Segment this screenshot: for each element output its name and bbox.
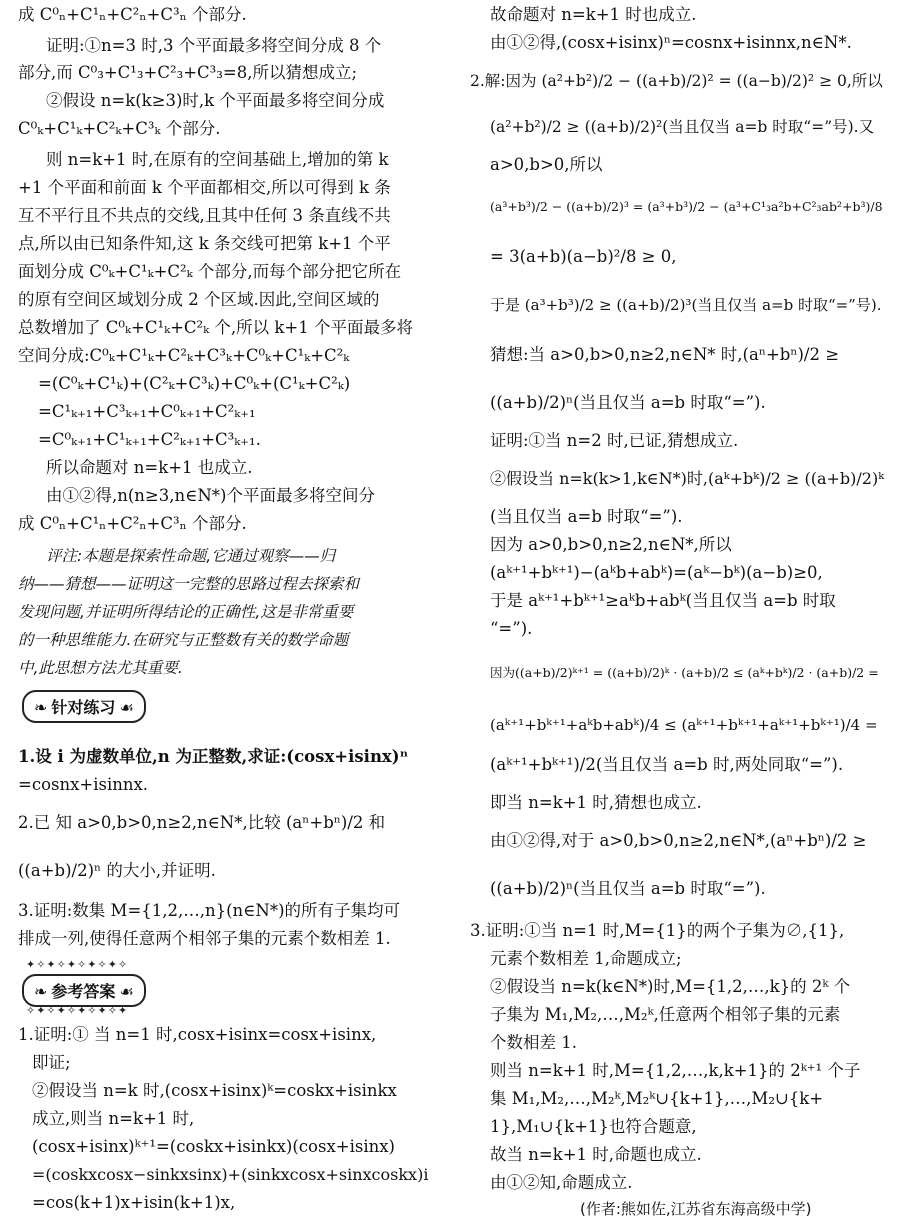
- answer-line: 个数相差 1.: [490, 1033, 577, 1052]
- answer-line: ②假设当 n=k(k>1,k∈N*)时,(aᵏ+bᵏ)/2 ≥ ((a+b)/2)ᵏ: [490, 469, 885, 488]
- section-banner-answers: ❧ 参考答案 ☙: [22, 974, 146, 1007]
- problem-2: 2.已 知 a>0,b>0,n≥2,n∈N*,比较 (aⁿ+bⁿ)/2 和: [18, 813, 386, 832]
- problem-1-cont: =cosnx+isinnx.: [18, 775, 149, 794]
- equation-line: 因为((a+b)/2)ᵏ⁺¹ = ((a+b)/2)ᵏ · (a+b)/2 ≤ (aᵏ+bᵏ)/2 · (a+b)/2 =: [490, 665, 879, 680]
- answer-2: 2.解:因为 (a²+b²)/2 − ((a+b)/2)² = ((a−b)/2)² ≥ 0,所以: [470, 72, 883, 90]
- proof-heading-line: 证明:①n=3 时,3 个平面最多将空间分成 8 个: [46, 36, 382, 55]
- text-line: C⁰ₖ+C¹ₖ+C²ₖ+C³ₖ 个部分.: [18, 119, 221, 138]
- answer-line: =(coskxcosx−sinkxsinx)+(sinkxcosx+sinxcoskx)i: [32, 1165, 429, 1184]
- answer-line: (cosx+isinx)ᵏ⁺¹=(coskx+isinkx)(cosx+isinx): [32, 1137, 395, 1156]
- answer-line: 成立,则当 n=k+1 时,: [32, 1109, 195, 1128]
- answer-line: a>0,b>0,所以: [490, 155, 603, 174]
- answer-line: 元素个数相差 1,命题成立;: [490, 949, 682, 968]
- answer-line: (a²+b²)/2 ≥ ((a+b)/2)²(当且仅当 a=b 时取“=”号).又: [490, 118, 875, 136]
- text-line: 空间分成:C⁰ₖ+C¹ₖ+C²ₖ+C³ₖ+C⁰ₖ+C¹ₖ+C²ₖ: [18, 346, 350, 365]
- comment-line: 纳——猜想——证明这一完整的思路过程去探索和: [18, 575, 360, 593]
- answer-line: ②假设当 n=k 时,(cosx+isinx)ᵏ=coskx+isinkx: [32, 1081, 397, 1100]
- text-line: ②假设 n=k(k≥3)时,k 个平面最多将空间分成: [46, 91, 385, 110]
- text-line: 成 C⁰ₙ+C¹ₙ+C²ₙ+C³ₙ 个部分.: [18, 514, 247, 533]
- comment-line: 发现问题,并证明所得结论的正确性,这是非常重要: [18, 603, 354, 621]
- equation-line: (aᵏ⁺¹+bᵏ⁺¹+aᵏb+abᵏ)/4 ≤ (aᵏ⁺¹+bᵏ⁺¹+aᵏ⁺¹+bᵏ⁺¹)/4 =: [490, 716, 878, 734]
- text-line: 由①②得,n(n≥3,n∈N*)个平面最多将空间分: [46, 486, 375, 505]
- answer-line: 由①②得,对于 a>0,b>0,n≥2,n∈N*,(aⁿ+bⁿ)/2 ≥: [490, 831, 867, 850]
- answer-line: 于是 aᵏ⁺¹+bᵏ⁺¹≥aᵏb+abᵏ(当且仅当 a=b 时取: [490, 591, 836, 610]
- equation-line: = 3(a+b)(a−b)²/8 ≥ 0,: [490, 247, 677, 266]
- conjecture-line: 猜想:当 a>0,b>0,n≥2,n∈N* 时,(aⁿ+bⁿ)/2 ≥: [490, 345, 840, 364]
- equation-line: =C⁰ₖ₊₁+C¹ₖ₊₁+C²ₖ₊₁+C³ₖ₊₁.: [38, 430, 261, 449]
- answer-line: 则当 n=k+1 时,M={1,2,…,k,k+1}的 2ᵏ⁺¹ 个子: [490, 1061, 861, 1080]
- decorative-stars-icon: ✧✦✧✦✧✦✧✦✧✦: [26, 1004, 129, 1017]
- answer-line: 即当 n=k+1 时,猜想也成立.: [490, 793, 702, 812]
- answer-line: (当且仅当 a=b 时取“=”).: [490, 507, 683, 526]
- answer-line: 证明:①当 n=2 时,已证,猜想成立.: [490, 431, 739, 450]
- answer-line: 由①②知,命题成立.: [490, 1173, 633, 1192]
- answer-line: 集 M₁,M₂,…,M₂ᵏ,M₂ᵏ∪{k+1},…,M₂∪{k+: [490, 1089, 824, 1108]
- text-line: 的原有空间区域划分成 2 个区域.因此,空间区域的: [18, 290, 380, 309]
- decorative-stars-icon: ✦✧✦✧✦✧✦✧✦✧: [26, 958, 129, 971]
- text-line: 点,所以由已知条件知,这 k 条交线可把第 k+1 个平: [18, 234, 391, 253]
- section-banner-practice: ❧ 针对练习 ☙: [22, 690, 146, 723]
- comment-line: 评注:本题是探索性命题,它通过观察——归: [46, 547, 336, 565]
- text-line: 部分,而 C⁰₃+C¹₃+C²₃+C³₃=8,所以猜想成立;: [18, 63, 358, 82]
- equation-line: (aᵏ⁺¹+bᵏ⁺¹)/2(当且仅当 a=b 时,两处同取“=”).: [490, 755, 844, 774]
- answer-line: “=”).: [490, 619, 533, 638]
- text-line: +1 个平面和前面 k 个平面都相交,所以可得到 k 条: [18, 178, 391, 197]
- text-line: 则 n=k+1 时,在原有的空间基础上,增加的第 k: [46, 150, 389, 169]
- text-line: 成 C⁰ₙ+C¹ₙ+C²ₙ+C³ₙ 个部分.: [18, 5, 247, 24]
- text-line: 所以命题对 n=k+1 也成立.: [46, 458, 253, 477]
- author-credit: (作者:熊如佐,江苏省东海高级中学): [580, 1200, 812, 1218]
- equation-line: (aᵏ⁺¹+bᵏ⁺¹)−(aᵏb+abᵏ)=(aᵏ−bᵏ)(a−b)≥0,: [490, 563, 823, 582]
- problem-3: 3.证明:数集 M={1,2,…,n}(n∈N*)的所有子集均可: [18, 901, 401, 920]
- answer-line: 于是 (a³+b³)/2 ≥ ((a+b)/2)³(当且仅当 a=b 时取“=”号).: [490, 296, 882, 314]
- answer-line: 1},M₁∪{k+1}也符合题意,: [490, 1117, 697, 1136]
- answer-line: ((a+b)/2)ⁿ(当且仅当 a=b 时取“=”).: [490, 879, 766, 898]
- answer-line: ((a+b)/2)ⁿ(当且仅当 a=b 时取“=”).: [490, 393, 766, 412]
- answer-line: =cos(k+1)x+isin(k+1)x,: [32, 1193, 236, 1212]
- text-line: 故命题对 n=k+1 时也成立.: [490, 5, 697, 24]
- equation-line: =(C⁰ₖ+C¹ₖ)+(C²ₖ+C³ₖ)+C⁰ₖ+(C¹ₖ+C²ₖ): [38, 374, 351, 393]
- answer-line: 因为 a>0,b>0,n≥2,n∈N*,所以: [490, 535, 732, 554]
- answer-3: 3.证明:①当 n=1 时,M={1}的两个子集为∅,{1},: [470, 921, 845, 940]
- problem-1: 1.设 i 为虚数单位,n 为正整数,求证:(cosx+isinx)ⁿ: [18, 747, 409, 766]
- text-line: 由①②得,(cosx+isinx)ⁿ=cosnx+isinnx,n∈N*.: [490, 33, 852, 52]
- text-line: 互不平行且不共点的交线,且其中任何 3 条直线不共: [18, 206, 391, 225]
- answer-line: 故当 n=k+1 时,命题也成立.: [490, 1145, 702, 1164]
- problem-3-cont: 排成一列,使得任意两个相邻子集的元素个数相差 1.: [18, 929, 391, 948]
- answer-line: 子集为 M₁,M₂,…,M₂ᵏ,任意两个相邻子集的元素: [490, 1005, 841, 1024]
- comment-line: 的一种思维能力.在研究与正整数有关的数学命题: [18, 631, 349, 649]
- text-line: 总数增加了 C⁰ₖ+C¹ₖ+C²ₖ 个,所以 k+1 个平面最多将: [18, 318, 413, 337]
- answer-line: 即证;: [32, 1053, 71, 1072]
- text-line: 面划分成 C⁰ₖ+C¹ₖ+C²ₖ 个部分,而每个部分把它所在: [18, 262, 402, 281]
- equation-line: (a³+b³)/2 − ((a+b)/2)³ = (a³+b³)/2 − (a³+C¹₃a²b+C²₃ab²+b³)/8: [490, 199, 883, 214]
- problem-2-cont: ((a+b)/2)ⁿ 的大小,并证明.: [18, 861, 216, 880]
- answer-line: ②假设当 n=k(k∈N*)时,M={1,2,…,k}的 2ᵏ 个: [490, 977, 851, 996]
- equation-line: =C¹ₖ₊₁+C³ₖ₊₁+C⁰ₖ₊₁+C²ₖ₊₁: [38, 402, 256, 421]
- comment-line: 中,此思想方法尤其重要.: [18, 659, 183, 677]
- answer-1: 1.证明:① 当 n=1 时,cosx+isinx=cosx+isinx,: [18, 1025, 377, 1044]
